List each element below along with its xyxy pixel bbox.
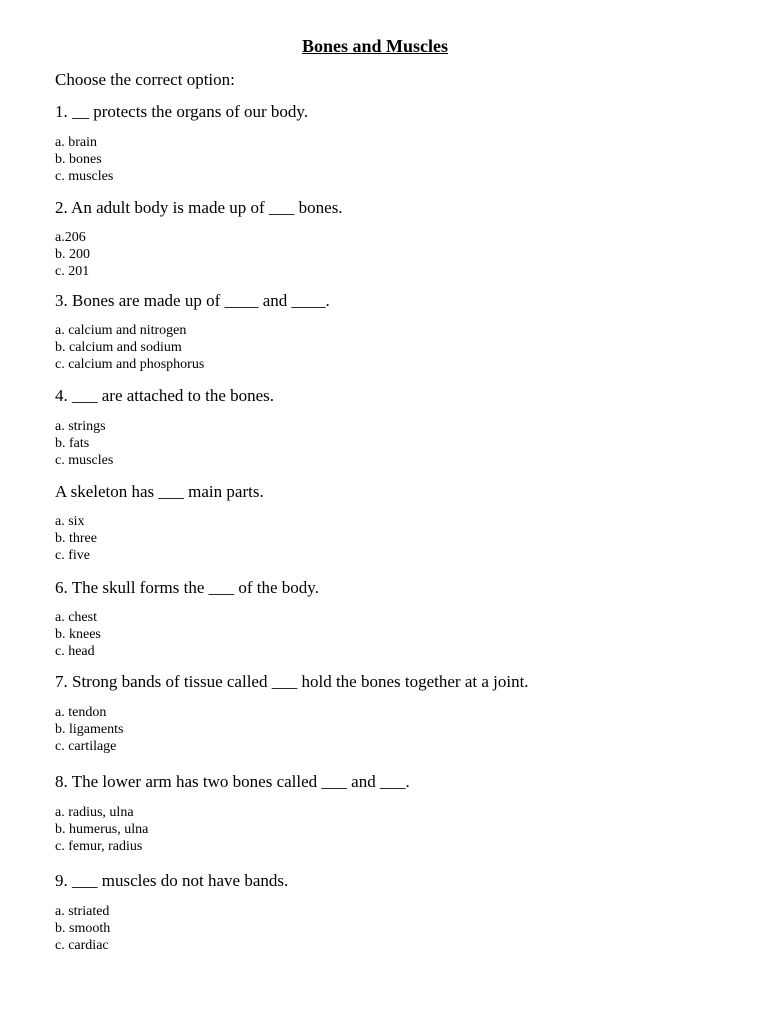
question-text: 7. Strong bands of tissue called ___ hold the bones together at a joint. bbox=[55, 672, 529, 691]
question-4 bbox=[55, 386, 745, 468]
option-b: b. smooth bbox=[55, 921, 111, 936]
option-c: c. femur, radius bbox=[55, 839, 143, 854]
option-c: c. five bbox=[55, 548, 90, 563]
question-2 bbox=[55, 198, 745, 279]
option-b: b. 200 bbox=[55, 247, 90, 262]
option-b: b. ligaments bbox=[55, 722, 124, 737]
option-c: c. muscles bbox=[55, 169, 114, 184]
option-a: a. strings bbox=[55, 419, 106, 434]
question-8 bbox=[55, 772, 745, 854]
option-c: c. 201 bbox=[55, 264, 90, 279]
question-6 bbox=[55, 578, 745, 659]
option-list bbox=[55, 134, 113, 185]
option-b: b. calcium and sodium bbox=[55, 340, 182, 355]
option-a: a. calcium and nitrogen bbox=[55, 323, 187, 338]
option-a: a. radius, ulna bbox=[55, 805, 134, 820]
question-text: 6. The skull forms the ___ of the body. bbox=[55, 578, 319, 597]
option-b: b. knees bbox=[55, 627, 101, 642]
question-5 bbox=[55, 482, 745, 563]
question-text: 3. Bones are made up of ____ and ____. bbox=[55, 291, 330, 310]
option-list bbox=[55, 704, 123, 755]
question-text: 9. ___ muscles do not have bands. bbox=[55, 871, 289, 890]
question-3 bbox=[55, 291, 745, 372]
option-list bbox=[55, 418, 113, 469]
option-list bbox=[55, 804, 148, 855]
question-text: 2. An adult body is made up of ___ bones. bbox=[55, 198, 343, 217]
option-b: b. bones bbox=[55, 152, 102, 167]
instruction-text: Choose the correct option: bbox=[55, 70, 235, 89]
option-c: c. cardiac bbox=[55, 938, 109, 953]
option-a: a. six bbox=[55, 514, 85, 529]
question-9 bbox=[55, 871, 745, 953]
option-list bbox=[55, 513, 97, 564]
option-c: c. cartilage bbox=[55, 739, 117, 754]
option-b: b. fats bbox=[55, 436, 90, 451]
option-c: c. muscles bbox=[55, 453, 114, 468]
page-title: Bones and Muscles bbox=[301, 36, 449, 56]
option-c: c. calcium and phosphorus bbox=[55, 357, 205, 372]
option-a: a.206 bbox=[55, 230, 86, 245]
question-text: A skeleton has ___ main parts. bbox=[55, 482, 264, 501]
option-list bbox=[55, 903, 110, 954]
option-list bbox=[55, 322, 204, 373]
option-list bbox=[55, 609, 101, 660]
option-a: a. chest bbox=[55, 610, 97, 625]
option-b: b. humerus, ulna bbox=[55, 822, 149, 837]
option-a: a. brain bbox=[55, 135, 97, 150]
question-text: 8. The lower arm has two bones called ___ and ___. bbox=[55, 772, 410, 791]
option-b: b. three bbox=[55, 531, 97, 546]
option-list bbox=[55, 229, 90, 280]
question-text: 4. ___ are attached to the bones. bbox=[55, 386, 275, 405]
question-text: 1. __ protects the organs of our body. bbox=[55, 102, 309, 121]
question-1 bbox=[55, 102, 745, 184]
option-a: a. striated bbox=[55, 904, 110, 919]
option-c: c. head bbox=[55, 644, 95, 659]
question-7 bbox=[55, 672, 745, 754]
option-a: a. tendon bbox=[55, 705, 107, 720]
